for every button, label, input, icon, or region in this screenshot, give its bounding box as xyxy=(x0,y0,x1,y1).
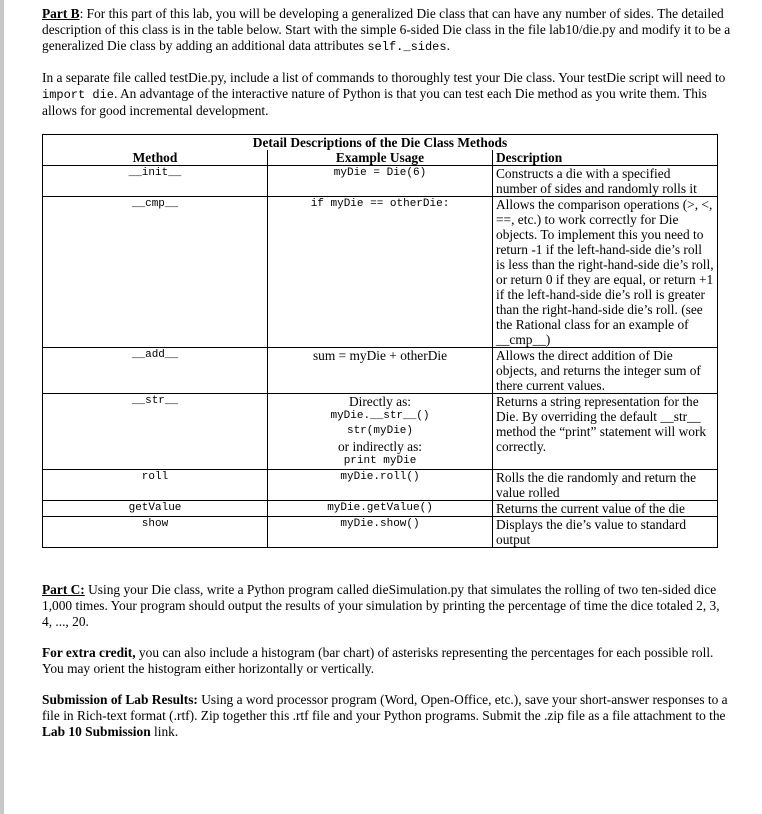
usage-show: myDie.show() xyxy=(268,517,493,548)
table-caption: Detail Descriptions of the Die Class Methods xyxy=(43,135,718,151)
code-import-die: import die xyxy=(42,88,115,102)
table-row xyxy=(43,517,718,548)
code-self-sides: self._sides xyxy=(367,40,447,54)
header-description: Description xyxy=(493,150,718,166)
table-row xyxy=(43,197,718,348)
submission-paragraph: Submission of Lab Results: Using a word processor program (Word, Open-Office, etc.), save your short-answer responses to a file in Rich-text format (.rtf). Zip together this .rtf file and your Python programs. Submit the .zip file as a file attachment to the Lab 10 Submission link. xyxy=(42,692,728,739)
method-cmp: __cmp__ xyxy=(43,197,268,348)
extra-credit-paragraph: For extra credit, you can also include a histogram (bar chart) of asterisks representing the percentages for each possible roll. You may orient the histogram either horizontally or vertically. xyxy=(42,645,714,676)
usage-getvalue: myDie.getValue() xyxy=(268,501,493,517)
method-init: __init__ xyxy=(43,166,268,197)
header-usage: Example Usage xyxy=(268,150,493,166)
die-methods-table xyxy=(42,134,718,548)
description-roll: Rolls the die randomly and return the value rolled xyxy=(493,470,718,501)
page-left-edge xyxy=(0,0,4,814)
usage-str: Directly as: myDie.__str__() str(myDie) or indirectly as: print myDie xyxy=(268,394,493,470)
description-getvalue: Returns the current value of the die xyxy=(493,501,718,517)
usage-add: sum = myDie + otherDie xyxy=(268,348,493,394)
submission-heading: Submission of Lab Results: xyxy=(42,692,198,707)
part-b-heading: Part B xyxy=(42,6,80,21)
usage-roll: myDie.roll() xyxy=(268,470,493,501)
table-row xyxy=(43,394,718,470)
description-str: Returns a string representation for the Die. By overriding the default __str__ method the “print” statement will work correctly. xyxy=(493,394,718,470)
extra-credit-heading: For extra credit, xyxy=(42,645,136,660)
table-row xyxy=(43,470,718,501)
lab-submission-link[interactable]: Lab 10 Submission xyxy=(42,724,151,739)
description-cmp: Allows the comparison operations (>, <, ==, etc.) to work correctly for Die objects. To implement this you need to return -1 if the left-hand-side die’s roll is less than the right-hand-side die’s roll, or return 0 if they are equal, or return +1 if the left-hand-side die’s roll is greater than the right-hand-side die’s roll. (see the Rational class for an example of __cmp__) xyxy=(493,197,718,348)
document-page xyxy=(42,6,732,740)
method-roll: roll xyxy=(43,470,268,501)
table-row xyxy=(43,501,718,517)
description-show: Displays the die’s value to standard output xyxy=(493,517,718,548)
method-str: __str__ xyxy=(43,394,268,470)
part-c-heading: Part C: xyxy=(42,582,85,597)
table-row xyxy=(43,348,718,394)
part-b-paragraph: Part B: For this part of this lab, you will be developing a generalized Die class that can have any number of sides. The detailed description of this class is in the table below. Start with the simple 6-sided Die class in the file lab10/die.py and modify it to be a generalized Die class by adding an additional data attributes self._sides. xyxy=(42,6,731,54)
description-add: Allows the direct addition of Die objects, and returns the integer sum of there current values. xyxy=(493,348,718,394)
description-init: Constructs a die with a specified number of sides and randomly rolls it xyxy=(493,166,718,197)
header-method: Method xyxy=(43,150,268,166)
method-add: __add__ xyxy=(43,348,268,394)
intro-paragraph: In a separate file called testDie.py, include a list of commands to thoroughly test your Die class. Your testDie script will need to import die. An advantage of the interactive nature of Python is that you can test each Die method as you write them. This allows for good incremental development. xyxy=(42,70,726,118)
usage-cmp: if myDie == otherDie: xyxy=(268,197,493,348)
usage-init: myDie = Die(6) xyxy=(268,166,493,197)
part-c-paragraph: Part C: Using your Die class, write a Python program called dieSimulation.py that simulates the rolling of two ten-sided dice 1,000 times. Your program should output the results of your simulation by printing the percentage of time the dice totaled 2, 3, 4, ..., 20. xyxy=(42,582,720,629)
method-getvalue: getValue xyxy=(43,501,268,517)
method-show: show xyxy=(43,517,268,548)
table-row xyxy=(43,166,718,197)
